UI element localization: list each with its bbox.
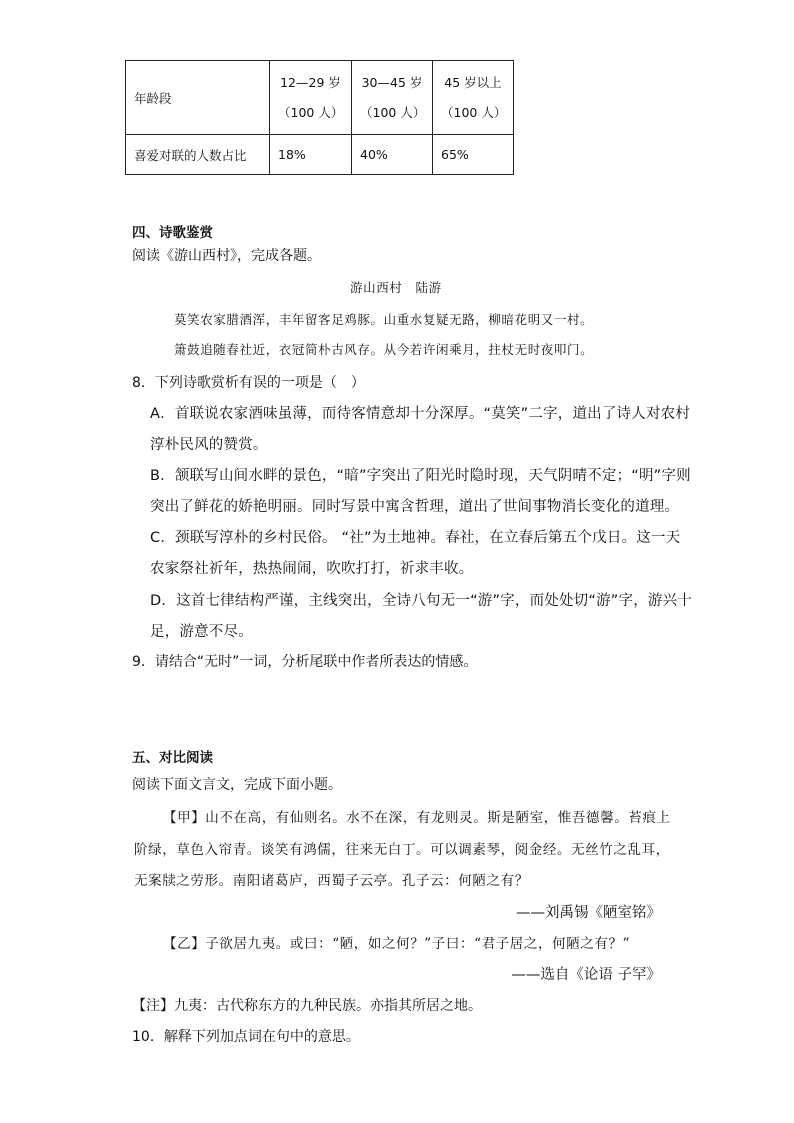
survey-table — [125, 60, 514, 175]
option-c-cont: 农家祭社祈年，热热闹闹，吹吹打打，祈求丰收。 — [150, 561, 474, 577]
option-d: D．这首七律结构严谨，主线突出，全诗八句无一“游”字，而处处切“游”字，游兴十 — [150, 593, 693, 609]
passage-jia-line: 无案牍之劳形。南阳诸葛庐，西蜀子云亭。孔子云：何陋之有？ — [134, 873, 529, 889]
question-9: 9．请结合“无时”一词，分析尾联中作者所表达的情感。 — [132, 654, 478, 670]
table-row — [126, 135, 514, 175]
question-8-stem: 8．下列诗歌赏析有误的一项是（ ） — [132, 375, 365, 391]
group-count: （100 人） — [360, 104, 426, 120]
age-group-cell — [433, 61, 514, 135]
group-count: （100 人） — [441, 104, 507, 120]
passage-jia-source: ——刘禹锡《陋室铭》 — [516, 905, 661, 921]
table-header-label: 年龄段 — [126, 61, 270, 135]
table-header-row — [126, 61, 514, 135]
percent-cell: 18% — [270, 135, 352, 175]
poem-line: 莫笑农家腊酒浑，丰年留客足鸡豚。山重水复疑无路，柳暗花明又一村。 — [174, 312, 594, 327]
instruction: 阅读下面文言文，完成下面小题。 — [132, 777, 342, 793]
option-b-cont: 突出了鲜花的娇艳明丽。同时写景中寓含哲理，道出了世间事物消长变化的道理。 — [150, 499, 680, 515]
row-label: 喜爱对联的人数占比 — [126, 135, 270, 175]
passage-jia-line: 阶绿，草色入帘青。谈笑有鸿儒，往来无白丁。可以调素琴，阅金经。无丝竹之乱耳， — [134, 842, 670, 858]
age-range: 30—45 岁 — [361, 74, 423, 90]
option-d-cont: 足，游意不尽。 — [150, 624, 253, 640]
question-10: 10．解释下列加点词在句中的意思。 — [132, 1029, 360, 1045]
age-group-cell — [352, 61, 433, 135]
age-range: 12—29 岁 — [280, 74, 341, 90]
option-a-cont: 淳朴民风的赞赏。 — [150, 437, 268, 453]
option-c: C．颈联写淳朴的乡村民俗。 “社”为土地神。春社，在立春后第五个戊日。这一天 — [150, 530, 681, 546]
passage-yi: 【乙】子欲居九夷。或曰：“陋，如之何？”子曰：“君子居之，何陋之有？” — [163, 936, 631, 952]
percent-cell: 40% — [352, 135, 433, 175]
percent-cell: 65% — [433, 135, 514, 175]
section-heading: 五、对比阅读 — [132, 750, 213, 766]
age-group-cell — [270, 61, 352, 135]
passage-jia-line: 【甲】山不在高，有仙则名。水不在深，有龙则灵。斯是陋室，惟吾德馨。苔痕上 — [163, 810, 671, 826]
poem-title: 游山西村 陆游 — [350, 280, 442, 295]
instruction: 阅读《游山西村》，完成各题。 — [132, 248, 321, 264]
annotation-note: 【注】九夷：古代称东方的九种民族。亦指其所居之地。 — [132, 998, 482, 1014]
group-count: （100 人） — [278, 104, 344, 120]
passage-yi-source: ——选自《论语 子罕》 — [511, 967, 661, 983]
age-range: 45 岁以上 — [444, 74, 502, 90]
option-b: B．颔联写山间水畔的景色，“暗”字突出了阳光时隐时现，天气阴晴不定；“明”字则 — [150, 468, 691, 484]
poem-line: 箫鼓追随春社近，衣冠简朴古风存。从今若许闲乘月，拄杖无时夜叩门。 — [174, 342, 594, 357]
option-a: A．首联说农家酒味虽薄，而待客情意却十分深厚。“莫笑”二字，道出了诗人对农村 — [150, 406, 691, 422]
section-heading: 四、诗歌鉴赏 — [132, 225, 213, 241]
